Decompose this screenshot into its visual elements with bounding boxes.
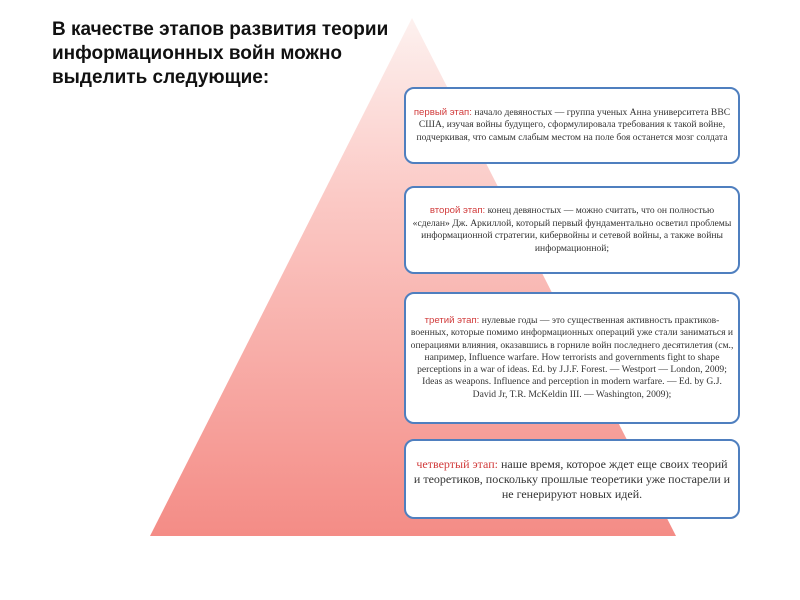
stage-name: первый этап: [413,106,472,118]
stage-box-fourth [404,439,740,519]
stage-box-second [404,186,740,274]
stage-name: четвертый этап: [416,456,498,471]
stage-content [406,205,738,255]
stage-box-first [404,87,740,164]
stage-box-third [404,292,740,424]
stage-text: наше время, которое ждет еще своих теорий и теоретиков, поскольку прошлые теоретики уже постарели и не генерируют новых идей. [413,456,731,501]
stage-name: третий этап: [424,314,480,326]
stage-content [406,107,738,145]
slide-title: В качестве этапов развития теории информационных войн можно выделить следующие: [52,19,389,88]
stage-name: второй этап: [429,205,486,216]
stage-text: нулевые годы — это существенная активность практиков-военных, которые помимо информационных операций уже стали заниматься и операциями влияния, оказавшись в горниле войн последнего десятилетия (см., например, Influence warfare. How terrorists and governments fight to shape perceptions in a war of ideas. Ed. by J.J.F. Forest. — Westport — London, 2009; Ideas as weapons. Influence and perception in modern warfare. — Ed. by G.J. David Jr, T.R. McKeldin III. — Washington, 2009); [410,314,734,400]
stage-text: конец девяностых — можно считать, что он полностью «сделан» Дж. Аркиллой, который первый фундаментально осветил проблемы информационной стратегии, кибервойны и сетевой войны, а также войны информационной; [412,205,732,254]
stage-content [406,315,738,401]
stage-text: начало девяностых — группа ученых Анна университета ВВС США, изучая войны будущего, сформулировала требования к такой войне, подчеркивая, что самым слабым местом на поле боя останется мозг солдата [416,106,731,143]
stage-content [406,457,738,502]
